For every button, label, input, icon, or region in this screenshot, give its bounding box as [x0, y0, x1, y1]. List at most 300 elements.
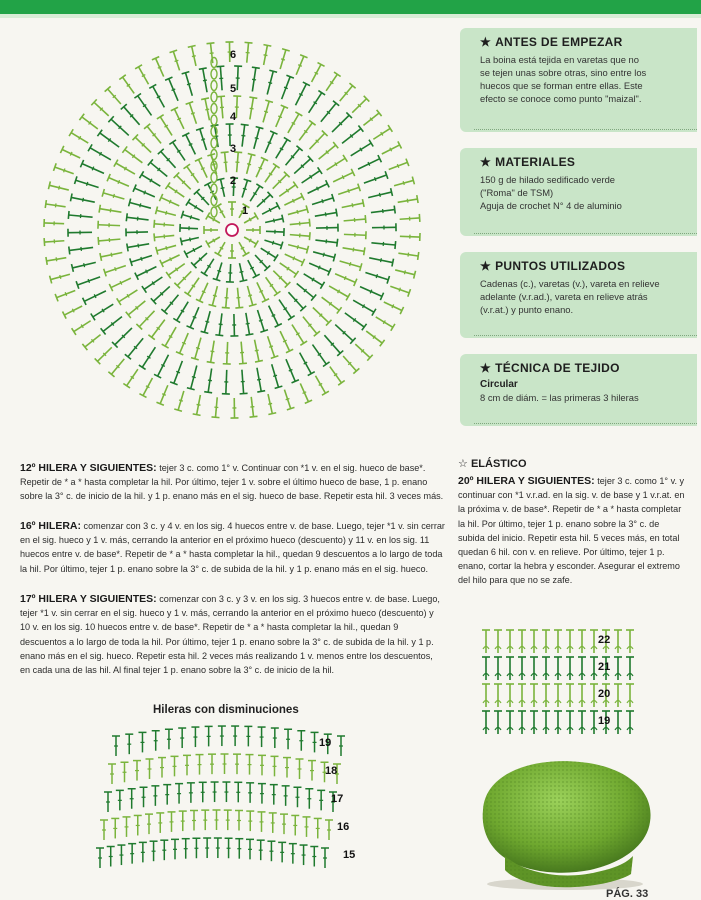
- stitch-symbol: [69, 129, 88, 143]
- stitch-symbol: [313, 252, 335, 262]
- stitch-symbol: [76, 277, 100, 289]
- stitch-symbol: [258, 812, 266, 832]
- stitch-symbol: [156, 385, 167, 405]
- stitch-symbol: [239, 342, 247, 364]
- stitch-symbol: [98, 221, 120, 229]
- stitch-symbol: [372, 223, 396, 231]
- stitch-symbol: [191, 338, 201, 360]
- paragraph-heading: 12º HILERA Y SIGUIENTES:: [20, 462, 157, 474]
- stitch-symbol: [104, 266, 126, 277]
- relief-stitch-symbol: [530, 684, 538, 707]
- stitch-symbol: [305, 789, 313, 809]
- round-number-label: 6: [230, 49, 237, 61]
- stitch-symbol: [345, 313, 367, 330]
- stitch-symbol: [326, 72, 341, 91]
- relief-stitch-symbol: [554, 630, 562, 653]
- stitch-symbol: [134, 94, 151, 116]
- stitch-symbol: [257, 368, 265, 392]
- stitch-symbol: [288, 292, 306, 311]
- chain-stitch: [211, 207, 217, 217]
- stitch-symbol: [187, 783, 195, 803]
- chain-stitch: [211, 115, 217, 125]
- stitch-symbol: [161, 295, 178, 315]
- stitch-symbol: [190, 810, 198, 830]
- stitch-symbol: [262, 202, 280, 214]
- stitch-symbol: [280, 814, 288, 834]
- stitch-symbol: [98, 237, 120, 245]
- stitch-symbol: [225, 838, 233, 858]
- stitch-symbol: [75, 176, 99, 187]
- row-number-label: 19: [319, 737, 332, 749]
- stitch-symbol: [151, 286, 170, 304]
- stitch-symbol: [217, 178, 225, 196]
- stitch-symbol: [163, 785, 171, 805]
- stitch-symbol: [128, 789, 136, 809]
- stitch-symbol: [398, 252, 418, 260]
- stitch-symbol: [355, 344, 372, 361]
- relief-stitch-symbol: [482, 630, 490, 653]
- stitch-symbol: [176, 333, 188, 355]
- round-number-label: 2: [230, 175, 237, 187]
- box-title: ANTES DE EMPEZAR: [495, 35, 623, 49]
- stitch-symbol: [268, 336, 279, 358]
- stitch-symbol: [292, 325, 307, 346]
- paragraph-row-12: [20, 461, 445, 504]
- stitch-symbol: [261, 248, 278, 261]
- stitch-symbol: [313, 307, 332, 325]
- stitch-symbol: [344, 231, 366, 239]
- stitch-symbol: [45, 200, 65, 208]
- stitch-symbol: [135, 267, 157, 280]
- stitch-symbol: [288, 245, 308, 254]
- stitch-symbol: [97, 130, 119, 147]
- stitch-symbol: [400, 233, 420, 241]
- stitch-symbol: [337, 736, 345, 756]
- relief-stitch-symbol: [614, 657, 622, 680]
- row-number-label: 21: [598, 661, 611, 673]
- box-subtitle: Circular: [480, 379, 518, 390]
- stitch-symbol: [235, 839, 243, 859]
- stitch-symbol: [309, 91, 325, 113]
- box-body: 150 g de hilado sedificado verde ("Roma" de TSM) Aguja de crochet N° 4 de aluminio: [480, 174, 622, 211]
- stitch-symbol: [204, 369, 212, 393]
- stitch-symbol: [258, 727, 266, 747]
- stitch-symbol: [371, 241, 395, 249]
- relief-stitch-symbol: [626, 711, 634, 734]
- stitch-symbol: [265, 215, 283, 223]
- chain-stitch: [211, 184, 217, 194]
- elastico-heading: [458, 457, 527, 470]
- stitch-symbol: [196, 755, 204, 775]
- stitch-symbol: [342, 199, 364, 207]
- stitch-symbol: [184, 164, 199, 183]
- stitch-symbol: [139, 842, 147, 862]
- stitch-symbol: [181, 211, 199, 220]
- stitch-symbol: [156, 245, 176, 254]
- stitch-symbol: [273, 271, 290, 288]
- stitch-symbol: [247, 286, 256, 306]
- stitch-symbol: [271, 756, 279, 776]
- stitch-symbol: [206, 213, 220, 223]
- stitch-symbol: [293, 787, 301, 807]
- stitch-symbol: [55, 290, 75, 301]
- stitch-symbol: [329, 286, 350, 300]
- stitch-symbol: [169, 140, 185, 160]
- stitch-symbol: [112, 736, 120, 756]
- stitch-symbol: [296, 82, 310, 105]
- stitch-symbol: [129, 199, 151, 209]
- stitch-symbol: [139, 378, 152, 398]
- stitch-symbol: [250, 184, 263, 201]
- relief-stitch-symbol: [578, 684, 586, 707]
- stitch-symbol: [338, 184, 360, 195]
- relief-stitch-symbol: [554, 711, 562, 734]
- stitch-symbol: [108, 116, 128, 135]
- paragraph-text: tejer 3 c. como 1° v. y continuar con *1 v.r.ad. en la sig. v. de base y 1 v.r.at. en la próxima v. de base*. Repetir de * a * hasta completar la hil. Por último, tejer 1 p. enano sobre la 3° c. de subida del inicio. Repetir esta hil. 5 veces más, en total quedan 6 hil. con v. en relieve. Por último, tejer 1 p. enano, cortar la hebra y esconder. Asegurar el extremo del hilo para que no se zafe.: [458, 476, 685, 586]
- stitch-symbol: [102, 189, 124, 199]
- stitch-symbol: [112, 328, 132, 348]
- stitch-symbol: [395, 270, 415, 279]
- stitch-symbol: [231, 398, 239, 418]
- stitch-symbol: [213, 262, 222, 280]
- stitch-symbol: [91, 99, 108, 116]
- stitch-symbol: [244, 726, 252, 746]
- stitch-symbol: [127, 244, 149, 252]
- stitch-symbol: [226, 264, 234, 282]
- stitch-symbol: [68, 229, 92, 237]
- relief-stitch-symbol: [482, 657, 490, 680]
- stitch-symbol: [276, 105, 288, 127]
- stitch-symbol: [285, 254, 305, 266]
- stitch-symbol: [44, 219, 64, 227]
- stitch-symbol: [246, 839, 254, 859]
- relief-stitch-symbol: [590, 711, 598, 734]
- stitch-symbol: [254, 127, 264, 149]
- stitch-symbol: [335, 325, 355, 344]
- stitch-symbol: [290, 232, 310, 240]
- stitch-symbol: [224, 810, 232, 830]
- stitch-symbol: [184, 246, 202, 258]
- stitch-symbol: [128, 844, 136, 864]
- stitch-symbol: [246, 226, 260, 234]
- stitch-symbol: [364, 171, 388, 183]
- relief-stitch-symbol: [518, 657, 526, 680]
- stitch-symbol: [371, 206, 395, 214]
- stitch-symbol: [196, 128, 206, 150]
- stitch-symbol: [135, 65, 148, 84]
- stitch-symbol: [269, 306, 282, 328]
- stitch-symbol: [116, 790, 124, 810]
- stitch-symbol: [168, 812, 176, 832]
- stitch-symbol: [160, 255, 180, 267]
- paragraph-row-16: [20, 519, 445, 576]
- relief-stitch-symbol: [530, 657, 538, 680]
- relief-stitch-symbol: [554, 684, 562, 707]
- stitch-symbol: [228, 202, 236, 216]
- stitch-symbol: [138, 732, 146, 752]
- round-number-label: 1: [242, 205, 249, 217]
- stitch-symbol: [195, 158, 207, 178]
- relief-stitch-symbol: [626, 684, 634, 707]
- stitch-symbol: [171, 839, 179, 859]
- stitch-symbol: [54, 163, 74, 173]
- stitch-symbol: [222, 288, 230, 308]
- stitch-symbol: [264, 240, 282, 249]
- stitch-symbol: [121, 762, 129, 782]
- stitch-symbol: [196, 283, 208, 303]
- stitch-symbol: [146, 759, 154, 779]
- stitch-symbol: [130, 255, 152, 265]
- stitch-symbol: [353, 300, 376, 315]
- row-number-label: 20: [598, 688, 611, 700]
- stitch-symbol: [182, 72, 193, 96]
- stitch-symbol: [191, 727, 199, 747]
- chain-stitch: [211, 69, 217, 79]
- stitch-symbol: [233, 754, 241, 774]
- stitch-symbol: [273, 172, 290, 189]
- decreases-stitch-chart: [88, 718, 388, 880]
- box-antes-de-empezar: [460, 28, 697, 132]
- stitch-symbol: [394, 177, 414, 186]
- stitch-symbol: [244, 237, 258, 247]
- stitch-symbol: [80, 160, 104, 173]
- stitch-symbol: [133, 761, 141, 781]
- stitch-symbol: [308, 180, 330, 193]
- stitch-symbol: [123, 817, 131, 837]
- stitch-symbol: [296, 55, 307, 75]
- stitch-symbol: [203, 838, 211, 858]
- stitch-symbol: [152, 731, 160, 751]
- relief-stitch-symbol: [614, 711, 622, 734]
- relief-stitch-symbol: [566, 684, 574, 707]
- stitch-symbol: [343, 356, 359, 374]
- stitch-symbol: [199, 782, 207, 802]
- stitch-symbol: [257, 192, 273, 207]
- stitch-symbol: [68, 211, 92, 219]
- stitch-symbol: [108, 764, 116, 784]
- stitch-symbol: [107, 847, 115, 867]
- stitch-symbol: [145, 814, 153, 834]
- stitch-symbol: [121, 104, 140, 125]
- stitch-symbol: [257, 282, 269, 302]
- stitch-symbol: [299, 120, 315, 140]
- stitch-symbol: [333, 169, 355, 182]
- stitch-symbol: [340, 83, 356, 101]
- stitch-symbol: [166, 264, 185, 279]
- stitch-symbol: [144, 124, 161, 144]
- box-body: La boina está tejida en varetas que no se tejen unas sobre otras, sino entre los huecos que se forman entre ellas. Este efecto se conoce como punto "maizal".: [480, 54, 647, 104]
- stitch-symbol: [279, 300, 295, 320]
- stitch-symbol: [107, 174, 129, 186]
- chain-stitch: [211, 104, 217, 114]
- stitch-symbol: [389, 159, 409, 170]
- star-icon: ★: [480, 259, 492, 273]
- stitch-symbol: [255, 340, 263, 362]
- stitch-symbol: [95, 347, 112, 364]
- stitch-symbol: [314, 818, 322, 838]
- stitch-symbol: [208, 754, 216, 774]
- stitch-symbol: [140, 787, 148, 807]
- stitch-symbol: [235, 810, 243, 830]
- stitch-symbol: [60, 146, 80, 158]
- stitch-symbol: [240, 370, 248, 394]
- stitch-symbol: [148, 320, 164, 340]
- stitch-symbol: [151, 786, 159, 806]
- box-title: MATERIALES: [495, 155, 576, 169]
- stitch-symbol: [194, 189, 209, 205]
- stitch-symbol: [286, 146, 303, 166]
- box-body: Cadenas (c.), varetas (v.), vareta en relieve adelante (v.r.ad.), vareta en relieve atrás (v.r.at.) y punto enano.: [480, 278, 660, 315]
- stitch-symbol: [46, 257, 66, 265]
- relief-stitch-symbol: [482, 711, 490, 734]
- stitch-symbol: [182, 133, 195, 155]
- stitch-symbol: [156, 206, 176, 215]
- beret-texture: [483, 761, 651, 873]
- stitch-symbol: [174, 271, 191, 288]
- stitch-symbol: [278, 842, 286, 862]
- stitch-symbol: [99, 205, 121, 213]
- stitch-symbol: [182, 839, 190, 859]
- stitch-symbol: [152, 57, 164, 77]
- stitch-symbol: [111, 818, 119, 838]
- stitch-symbol: [215, 313, 223, 335]
- starting-ring: [226, 224, 238, 236]
- stitch-symbol: [258, 784, 266, 804]
- stitch-symbol: [186, 199, 203, 212]
- stitch-symbol: [308, 761, 316, 781]
- relief-stitch-symbol: [542, 630, 550, 653]
- stitch-symbol: [332, 112, 352, 132]
- relief-stitch-symbol: [542, 657, 550, 680]
- stitch-symbol: [279, 182, 298, 197]
- stitch-symbol: [72, 321, 91, 335]
- stitch-symbol: [280, 263, 299, 278]
- relief-stitch-symbol: [554, 657, 562, 680]
- stitch-symbol: [201, 311, 211, 333]
- stitch-symbol: [382, 141, 402, 154]
- stitch-symbol: [324, 335, 343, 356]
- stitch-symbol: [321, 848, 329, 868]
- stitch-symbol: [70, 193, 94, 202]
- stitch-symbol: [149, 84, 164, 107]
- stitch-symbol: [322, 297, 342, 313]
- stitch-symbol: [119, 75, 134, 94]
- stitch-symbol: [183, 755, 191, 775]
- stitch-symbol: [179, 811, 187, 831]
- stitch-symbol: [104, 792, 112, 812]
- stitch-symbol: [358, 155, 381, 169]
- stitch-symbol: [165, 77, 178, 101]
- relief-stitch-symbol: [506, 630, 514, 653]
- stitch-symbol: [139, 171, 160, 186]
- stitch-symbol: [207, 43, 215, 63]
- relief-stitch-symbol: [506, 711, 514, 734]
- stitch-symbol: [373, 125, 392, 139]
- stitch-symbol: [366, 331, 384, 346]
- relief-stitch-symbol: [494, 630, 502, 653]
- stitch-symbol: [154, 220, 174, 228]
- stitch-symbol: [376, 317, 395, 331]
- stitch-symbol: [369, 258, 393, 267]
- relief-stitch-symbol: [566, 657, 574, 680]
- chain-stitch: [211, 81, 217, 91]
- stitch-symbol: [187, 307, 199, 329]
- stitch-symbol: [222, 370, 230, 394]
- stitch-symbol: [166, 182, 185, 197]
- stitch-symbol: [170, 361, 182, 385]
- stitch-symbol: [290, 219, 310, 227]
- stitch-symbol: [170, 50, 180, 70]
- relief-stitch-symbol: [566, 630, 574, 653]
- stitch-symbol: [276, 137, 291, 158]
- round-number-label: 3: [230, 143, 237, 155]
- stitch-symbol: [284, 729, 292, 749]
- stitch-symbol: [132, 134, 151, 152]
- paragraph-row-20: [458, 474, 688, 588]
- stitch-symbol: [231, 726, 239, 746]
- stitch-symbol: [125, 338, 143, 359]
- paragraph-heading: 20º HILERA Y SIGUIENTES:: [458, 475, 595, 487]
- stitch-symbol: [257, 840, 265, 860]
- relief-stitch-symbol: [530, 711, 538, 734]
- stitch-symbol: [296, 759, 304, 779]
- stitch-symbol: [165, 729, 173, 749]
- stitch-symbol: [267, 841, 275, 861]
- row-number-label: 18: [325, 765, 338, 777]
- stitch-symbol: [252, 67, 260, 91]
- row-number-label: 19: [598, 715, 611, 727]
- stitch-symbol: [204, 182, 216, 200]
- stitch-symbol: [173, 302, 188, 323]
- stitch-symbol: [352, 96, 369, 113]
- star-outline-icon: ☆: [458, 458, 468, 470]
- stitch-symbol: [330, 367, 345, 386]
- stitch-symbol: [363, 110, 381, 126]
- relief-stitch-symbol: [506, 684, 514, 707]
- decreases-chart-title: Hileras con disminuciones: [153, 704, 299, 716]
- stitch-symbol: [156, 813, 164, 833]
- stitch-symbol: [265, 131, 277, 153]
- relief-stitch-symbol: [494, 684, 502, 707]
- stitch-symbol: [230, 314, 238, 336]
- stitch-symbol: [303, 317, 320, 337]
- stitch-symbol: [315, 209, 337, 217]
- relief-stitch-symbol: [614, 684, 622, 707]
- stitch-symbol: [325, 820, 333, 840]
- stitch-symbol: [82, 335, 100, 351]
- paragraph-text: tejer 3 c. como 1° v. Continuar con *1 v. en el sig. hueco de base*. Repetir de * a * hasta completar la hil. Por último, tejer 1 v. sobre el último hueco de base, 1 p. enano sobre la 3° c. de inicio de la hil. y 1 p. enano más en el sig. hueco de base. Repetir esta hil. 3 veces más.: [20, 463, 444, 502]
- stitch-symbol: [344, 215, 366, 223]
- stitch-symbol: [100, 820, 108, 840]
- stitch-symbol: [312, 194, 334, 204]
- stitch-symbol: [312, 345, 329, 367]
- stitch-symbol: [282, 75, 294, 99]
- stitch-symbol: [321, 101, 339, 122]
- stitch-symbol: [310, 847, 318, 867]
- stitch-symbol: [365, 272, 389, 283]
- stitch-symbol: [257, 310, 267, 332]
- stitch-symbol: [286, 359, 299, 383]
- relief-stitch-symbol: [626, 657, 634, 680]
- relief-stitch-symbol: [518, 711, 526, 734]
- row-number-label: 15: [343, 849, 356, 861]
- stitch-symbol: [139, 347, 155, 369]
- stitch-symbol: [213, 810, 221, 830]
- stitch-symbol: [242, 179, 251, 197]
- box-body: 8 cm de diám. = las primeras 3 hileras: [480, 392, 639, 403]
- stitch-symbol: [246, 783, 254, 803]
- stitch-symbol: [217, 96, 225, 118]
